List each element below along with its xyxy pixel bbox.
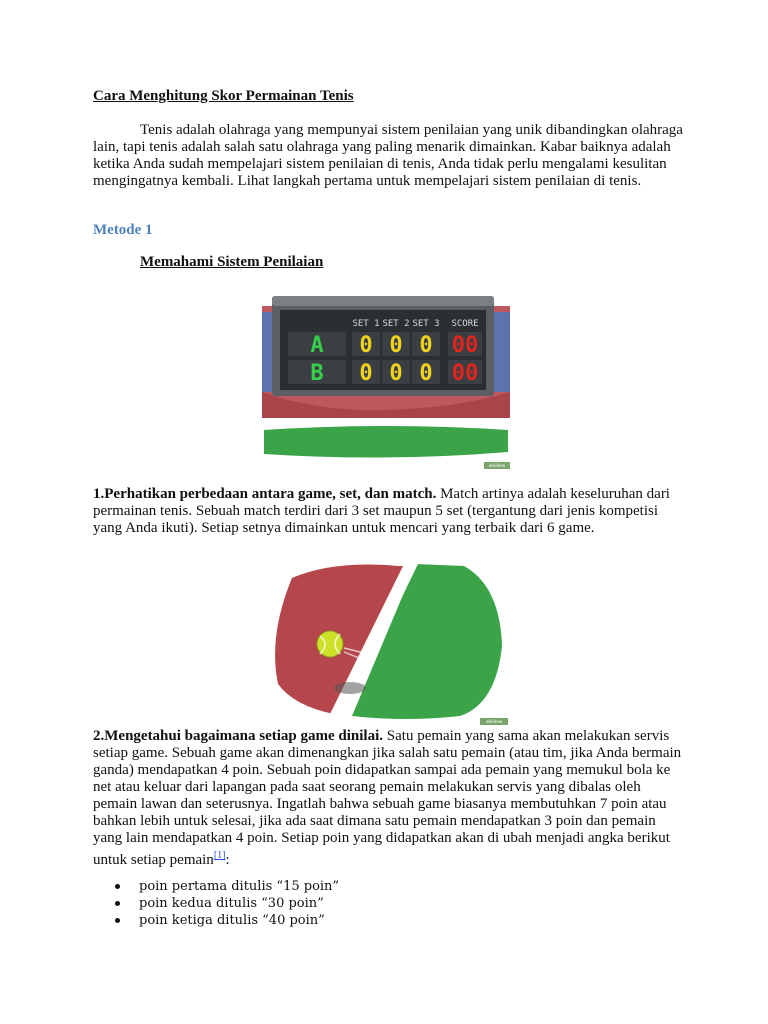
court-line (258, 418, 514, 424)
method-label: Metode 1 (93, 222, 153, 238)
player-b-label: B (310, 361, 324, 386)
header-set1: SET 1 (352, 319, 380, 329)
watermark-text: wikiHow (488, 463, 506, 468)
header-set3: SET 3 (412, 319, 440, 329)
step1-body: Match artinya adalah keseluruhan dari permainan tenis. Sebuah match terdiri dari 3 set maupun 5 set (tergantung dari jenis kompetisi yang Anda ikuti). Setiap setnya dimainkan untuk mencari yang terbaik dari 6 game. (93, 486, 670, 536)
a-set3-value: 0 (419, 333, 433, 358)
b-set3-value: 0 (419, 361, 433, 386)
court-green-strip (264, 426, 508, 458)
player-a-label: A (310, 333, 324, 358)
a-score-value: 00 (451, 333, 479, 358)
step2-heading: 2.Mengetahui bagaimana setiap game dinilai. (93, 728, 384, 744)
document-title: Cara Menghitung Skor Permainan Tenis (93, 88, 354, 104)
b-score-value: 00 (451, 361, 479, 386)
watermark-text: wikiHow (485, 719, 503, 724)
a-set2-value: 0 (389, 333, 403, 358)
step1-paragraph (93, 486, 683, 537)
intro-paragraph: Tenis adalah olahraga yang mempunyai sistem penilaian yang unik dibandingkan olahraga lain, tapi tenis adalah salah satu olahraga yang paling menarik dimainkan. Kabar baiknya adalah ketika Anda sudah mempelajari sistem penilaian di tenis, Anda tidak perlu mengalami kesulitan mengingatnya kembali. Lihat langkah pertama untuk mempelajari sistem penilaian di tenis. (93, 122, 683, 189)
list-item: poin pertama ditulis “15 poin” (113, 878, 339, 895)
a-set1-value: 0 (359, 333, 373, 358)
scoreboard-illustration (258, 292, 514, 472)
tennis-court-illustration (264, 556, 512, 726)
section-title: Memahami Sistem Penilaian (140, 254, 324, 270)
board-side-right (492, 312, 510, 392)
reference-link[interactable]: [1] (213, 850, 226, 861)
points-list (113, 878, 339, 929)
list-item: poin ketiga ditulis “40 poin” (113, 912, 339, 929)
ball-shadow (334, 682, 366, 694)
b-set1-value: 0 (359, 361, 373, 386)
step2-body: Satu pemain yang sama akan melakukan servis setiap game. Sebuah game akan dimenangkan jika salah satu pemain (atau tim, jika Anda bermain ganda) mendapatkan 4 poin. Sebuah poin didapatkan sampai ada pemain yang memukul bola ke net atau keluar dari lapangan pada saat seorang pemain melakukan servis yang dibalas oleh pemain lawan dan seterusnya. Ingatlah bahwa sebuah game biasanya membutuhkan 7 poin atau bahkan lebih untuk selesai, jika ada saat dimana satu pemain mendapatkan 3 poin dan pemain yang lain mendapatkan 4 poin. Setiap poin yang didapatkan akan di ubah menjadi angka berikut untuk setiap pemain (93, 728, 682, 868)
header-set2: SET 2 (382, 319, 410, 329)
b-set2-value: 0 (389, 361, 403, 386)
list-item: poin kedua ditulis “30 poin” (113, 895, 339, 912)
board-top-bevel (272, 296, 494, 306)
step1-heading: 1.Perhatikan perbedaan antara game, set, dan match. (93, 486, 437, 502)
step2-end: : (225, 852, 230, 868)
step2-paragraph (93, 728, 683, 869)
header-score: SCORE (451, 319, 479, 329)
